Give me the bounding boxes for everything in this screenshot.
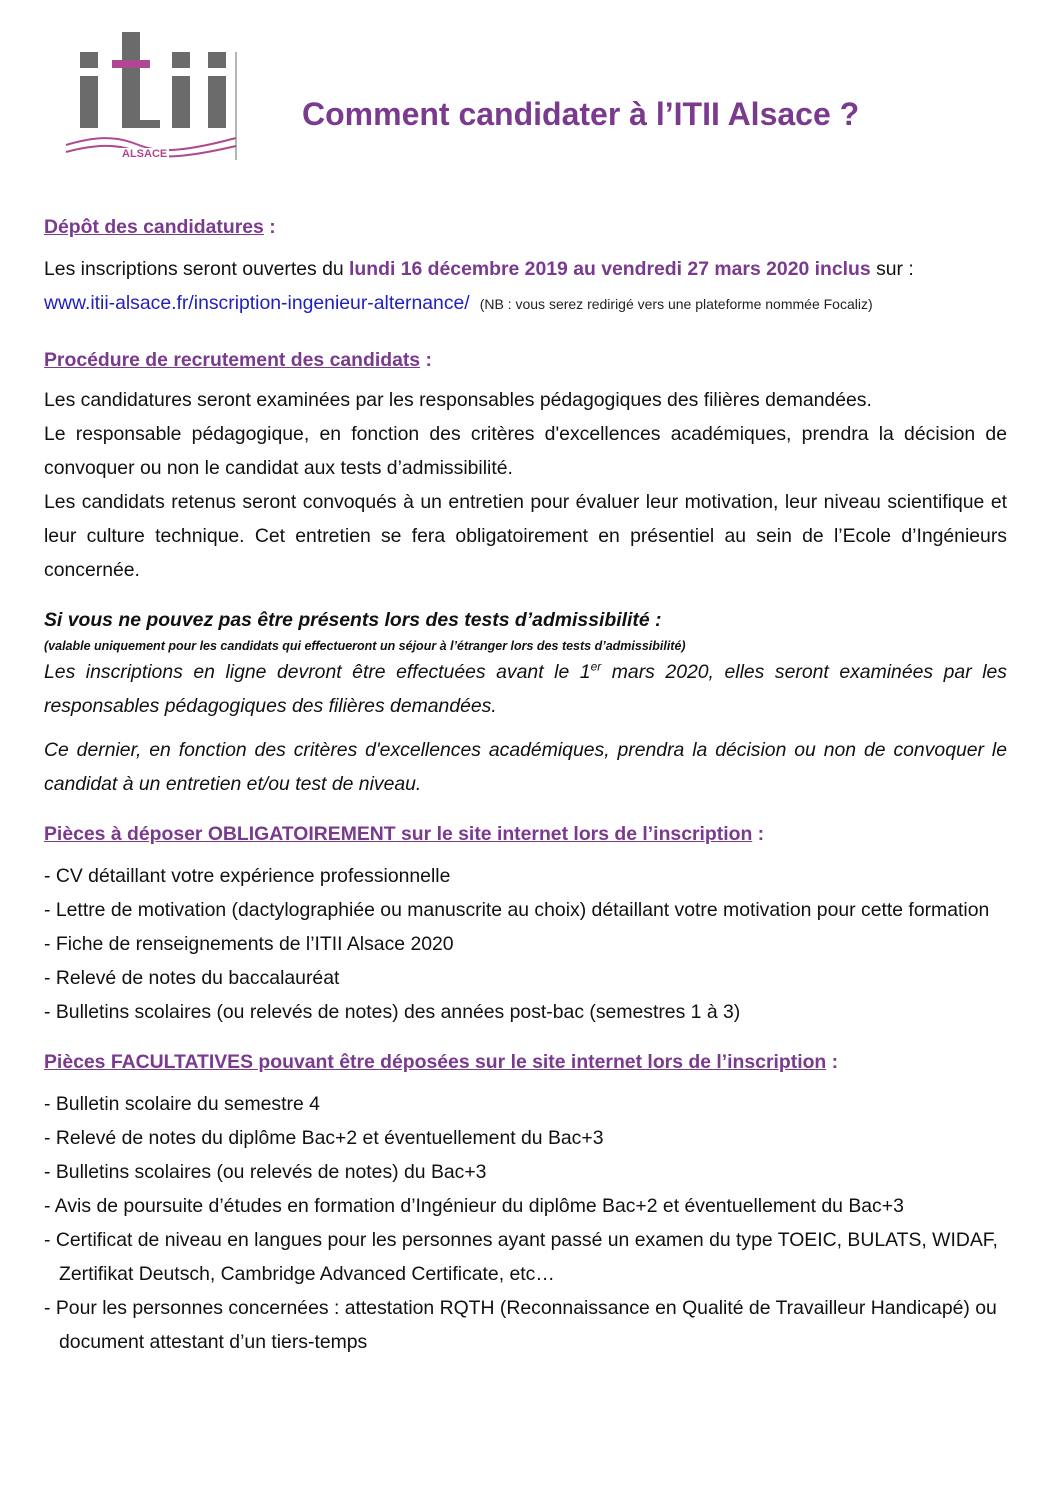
heading-text: Procédure de recrutement des candidats [44, 349, 421, 371]
main-content [44, 210, 1007, 1359]
heading-colon: : [752, 823, 765, 845]
absent-note: (valable uniquement pour les candidats qui effectueront un séjour à l’étranger lors des tests d’admissibilité) [44, 639, 686, 653]
absent-p1-after: mars 2020, elles seront examinées par les responsables pédagogiques des filières demandées. [44, 661, 1008, 717]
heading-colon: : [420, 349, 432, 371]
absent-p1-sup: er [590, 659, 602, 674]
depot-dates: lundi 16 décembre 2019 au vendredi 27 mars 2020 inclus [349, 258, 871, 280]
facultatives-list [44, 1087, 1007, 1359]
depot-text-before: Les inscriptions seront ouvertes du [44, 258, 350, 280]
obligatoires-list [44, 859, 1007, 1029]
heading-text: Dépôt des candidatures [44, 216, 264, 238]
section-heading-facultatives [44, 1045, 1007, 1079]
depot-link-line [44, 286, 1007, 321]
inscription-link[interactable]: www.itii-alsace.fr/inscription-ingenieur-alternance/ [44, 292, 470, 314]
procedure-p3: Les candidats retenus seront convoqués à un entretien pour évaluer leur motivation, leur niveau scientifique et leur culture technique. Cet entretien se fera obligatoirement en présentiel au sein de l’Ecole d’Ingénieurs concernée. [44, 491, 1007, 581]
logo-subtitle: ALSACE [122, 148, 168, 160]
procedure-p2: Le responsable pédagogique, en fonction des critères d'excellences académiques, prendra la décision de convoquer ou non le candidat aux tests d’admissibilité. [44, 423, 1007, 479]
heading-text: Pièces à déposer OBLIGATOIREMENT sur le site internet lors de l’inscription [44, 823, 753, 845]
list-item: - Fiche de renseignements de l’ITII Alsace 2020 [44, 927, 1007, 961]
section-heading-depot [44, 210, 1007, 244]
section-heading-procedure [44, 343, 1007, 377]
depot-nb: (NB : vous serez redirigé vers une plateforme nommée Focaliz) [479, 296, 873, 312]
list-item: - Relevé de notes du diplôme Bac+2 et éventuellement du Bac+3 [44, 1121, 1007, 1155]
list-item: - Avis de poursuite d’études en formation d’Ingénieur du diplôme Bac+2 et éventuellement du Bac+3 [44, 1189, 1007, 1223]
list-item: - Bulletins scolaires (ou relevés de notes) des années post-bac (semestres 1 à 3) [44, 995, 1007, 1029]
procedure-p1: Les candidatures seront examinées par les responsables pédagogiques des filières demandées. [44, 389, 872, 411]
itii-alsace-logo [56, 32, 246, 167]
list-item: - Relevé de notes du baccalauréat [44, 961, 1007, 995]
section-heading-obligatoires [44, 817, 1007, 851]
heading-colon: : [826, 1051, 839, 1073]
heading-text: Pièces FACULTATIVES pouvant être déposées sur le site internet lors de l’inscription [44, 1051, 827, 1073]
absent-p2: Ce dernier, en fonction des critères d'excellences académiques, prendra la décision ou non de convoquer le candidat à un entretien et/ou test de niveau. [44, 739, 1007, 795]
absent-p1 [44, 655, 1007, 723]
list-item: - Pour les personnes concernées : attestation RQTH (Reconnaissance en Qualité de Travailleur Handicapé) ou document attestant d’un tiers-temps [44, 1291, 1007, 1359]
list-item: - Certificat de niveau en langues pour les personnes ayant passé un examen du type TOEIC, BULATS, WIDAF, Zertifikat Deutsch, Cambridge Advanced Certificate, etc… [44, 1223, 1007, 1291]
depot-paragraph [44, 252, 1007, 286]
depot-text-after: sur : [870, 258, 914, 280]
list-item: - Bulletin scolaire du semestre 4 [44, 1087, 1007, 1121]
heading-colon: : [263, 216, 276, 238]
list-item: - CV détaillant votre expérience professionnelle [44, 859, 1007, 893]
list-item: - Bulletins scolaires (ou relevés de notes) du Bac+3 [44, 1155, 1007, 1189]
absent-p1-before: Les inscriptions en ligne devront être effectuées avant le 1 [44, 661, 591, 683]
logo-graphic [56, 32, 246, 167]
page-title: Comment candidater à l’ITII Alsace ? [302, 96, 860, 132]
absent-heading: Si vous ne pouvez pas être présents lors des tests d’admissibilité : [44, 609, 662, 631]
list-item: - Lettre de motivation (dactylographiée ou manuscrite au choix) détaillant votre motivation pour cette formation [44, 893, 1007, 927]
